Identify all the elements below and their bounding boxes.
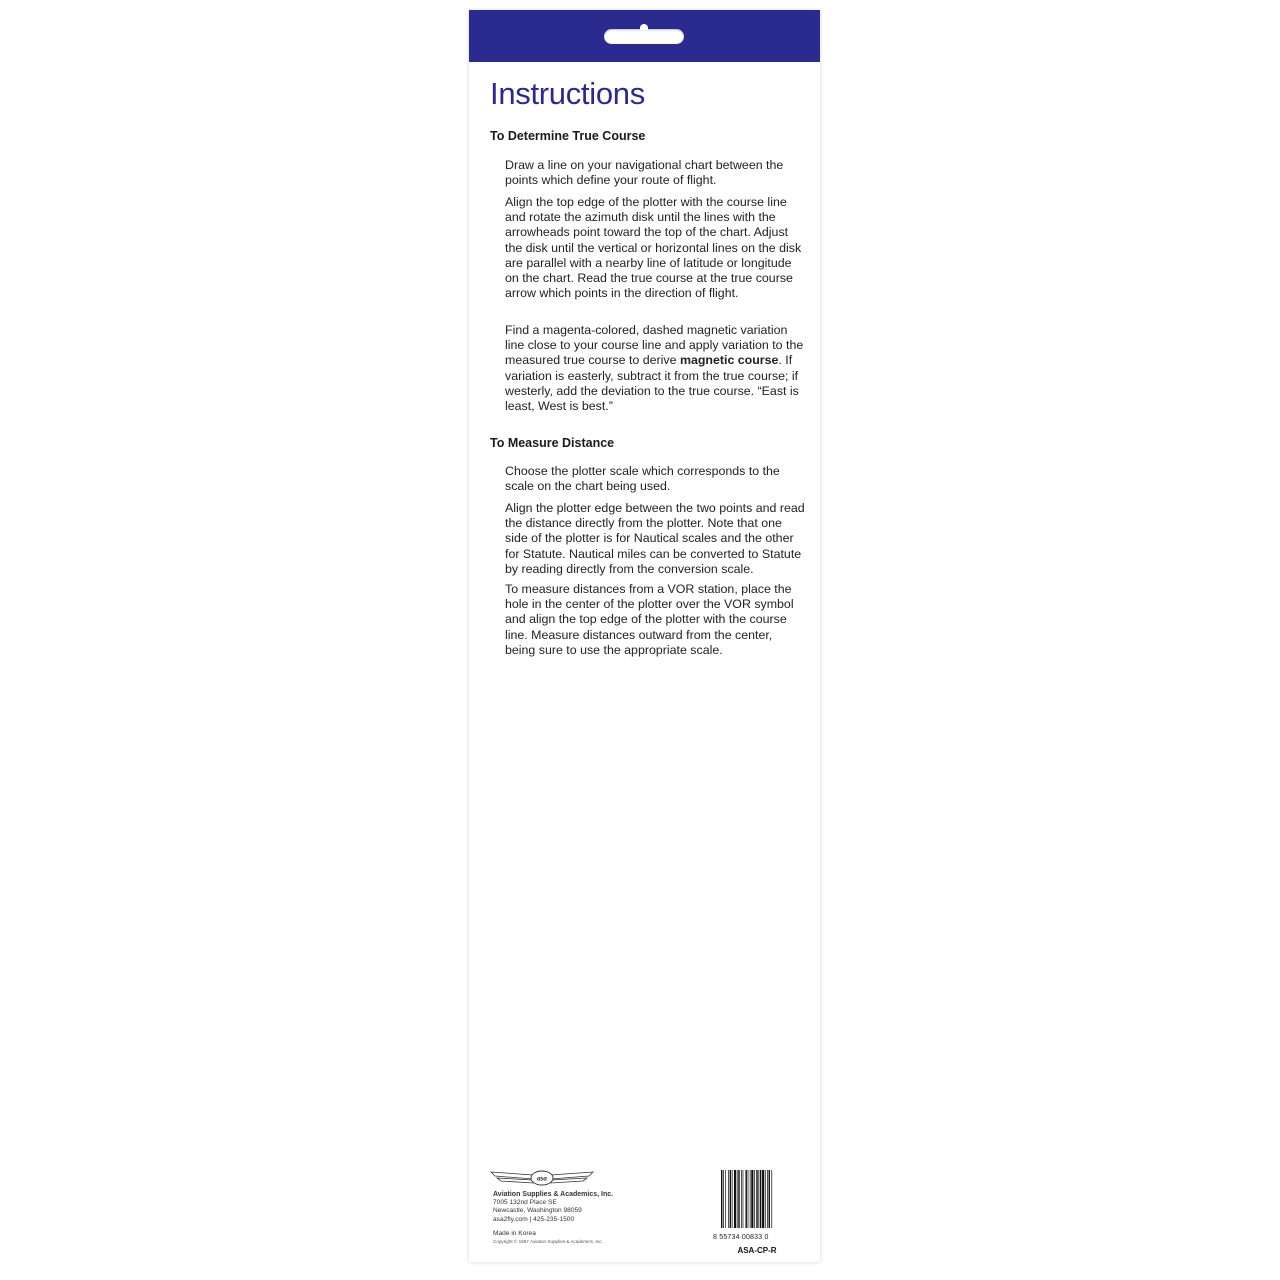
barcode-bar [721,1170,722,1228]
paragraph: Choose the plotter scale which corresponds to the scale on the chart being used. [505,464,780,494]
barcode-bar [732,1170,733,1228]
barcode-bar [734,1170,736,1228]
contact-line: asa2fly.com | 425-235-1500 [493,1215,575,1223]
barcode-bar [760,1170,761,1228]
product-card [469,10,820,1262]
barcode-bar [723,1170,724,1228]
barcode-bar [738,1170,739,1228]
address-line-1: 7005 132nd Place SE [493,1199,557,1207]
sku-label: ASA-CP-R [737,1246,777,1255]
barcode-bar [751,1170,753,1228]
barcode-bar [741,1170,742,1228]
paragraph-text: . If variation is easterly, subtract it from the true course; if westerly, add the deviation to the true course. “East is least, West is best.” [505,353,799,414]
hang-hole [604,29,684,44]
copyright: Copyright © 1987 Aviation Supplies & Academics, Inc. [493,1239,603,1245]
address-line-2: Newcastle, Washington 98059 [493,1207,582,1215]
bold-term: magnetic course [679,353,779,368]
top-band [469,10,820,62]
barcode-bar [750,1170,751,1228]
paragraph: To measure distances from a VOR station, place the hole in the center of the plotter over the VOR symbol and align the top edge of the plotter with the course line. Measure distances outward from the center, being sure to use the appropriate scale. [505,582,794,657]
barcode-bar [769,1170,770,1228]
barcode-bar [756,1170,757,1228]
logo-text: asa [537,1174,547,1183]
barcode-bar [762,1170,764,1228]
barcode-bar [748,1170,749,1228]
paragraph-text: Find a magenta-colored, dashed magnetic variation line close to your course line and apply variation to the measured true course to derive [505,323,804,368]
barcode-bar [728,1170,729,1228]
barcode-bar [745,1170,746,1228]
company-block [493,1191,613,1224]
section-heading-true-course: To Determine True Course [490,129,646,143]
origin-block [493,1230,603,1246]
barcode-bar [754,1170,755,1228]
barcode-bar [765,1170,766,1228]
page-title: Instructions [490,76,645,111]
paragraph: Align the plotter edge between the two points and read the distance directly from the plotter. Note that one side of the plotter is for Nautical scales and the other for Statute. Nautical miles can be converted to Statute by reading directly from the conversion scale. [505,501,805,576]
barcode [721,1170,793,1228]
paragraph: Align the top edge of the plotter with the course line and rotate the azimuth disk until the lines with the arrowheads point toward the top of the chart. Adjust the disk until the vertical or horizontal lines on the disk are parallel with a nearby line of latitude or longitude on the chart. Read the true course at the true course arrow which points in the direction of flight. [505,195,802,301]
section-heading-measure-distance: To Measure Distance [490,436,615,450]
barcode-digits: 8 55734 00833 0 [713,1234,769,1241]
barcode-bar [743,1170,744,1228]
barcode-bar [730,1170,731,1228]
barcode-bar [767,1170,768,1228]
paragraph-magnetic-course [505,323,805,414]
company-name: Aviation Supplies & Academics, Inc. [493,1191,614,1198]
paragraph: Draw a line on your navigational chart between the points which define your route of flight. [505,158,784,188]
made-in: Made in Korea [493,1230,536,1237]
barcode-bar [737,1170,738,1228]
barcode-bar [758,1170,759,1228]
barcode-bar [725,1170,726,1228]
barcode-bar [771,1170,772,1228]
